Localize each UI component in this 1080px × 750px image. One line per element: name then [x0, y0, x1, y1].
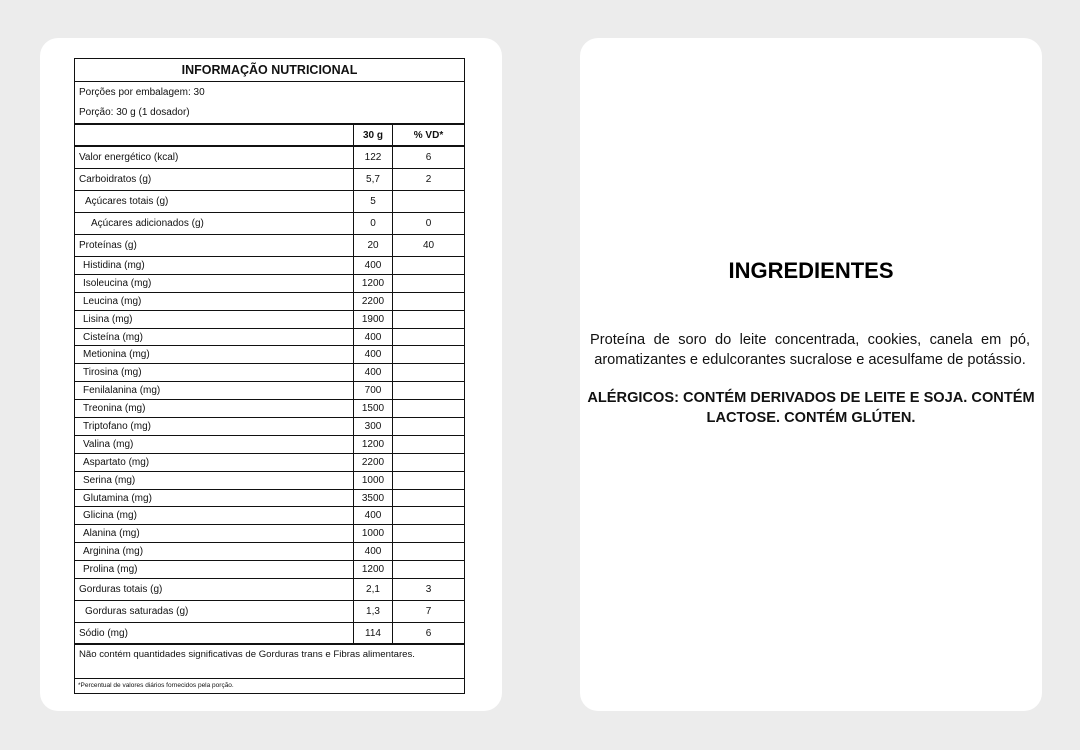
table-row [75, 507, 464, 525]
nutrient-name: Serina (mg) [83, 474, 136, 486]
nutrient-dv: 6 [392, 147, 464, 168]
nutrient-amount: 1200 [353, 436, 392, 453]
nutrient-amount: 3500 [353, 490, 392, 507]
table-row [75, 454, 464, 472]
nutrient-amount: 5,7 [353, 169, 392, 190]
nutrient-name: Gorduras saturadas (g) [85, 606, 189, 618]
nutrient-dv [392, 418, 464, 435]
nutrition-table [74, 58, 465, 694]
nutrient-dv [392, 454, 464, 471]
nutrient-amount: 400 [353, 329, 392, 346]
nutrient-name: Carboidratos (g) [79, 174, 152, 185]
nutrient-name: Gorduras totais (g) [79, 584, 163, 596]
table-row [75, 169, 464, 191]
nutrient-amount: 2,1 [353, 579, 392, 600]
nutrition-footnote: *Percentual de valores diários fornecidos pela porção. [78, 682, 234, 690]
table-row [75, 257, 464, 275]
nutrient-name: Glutamina (mg) [83, 492, 152, 504]
nutrient-amount: 122 [353, 147, 392, 168]
table-row [75, 400, 464, 418]
table-row [75, 561, 464, 579]
column-dv-header: % VD* [392, 125, 464, 145]
nutrient-amount: 2200 [353, 454, 392, 471]
table-row [75, 543, 464, 561]
table-header-row [75, 125, 464, 147]
nutrient-name: Tirosina (mg) [83, 367, 142, 379]
nutrient-dv [392, 311, 464, 328]
table-row [75, 235, 464, 257]
table-row [75, 364, 464, 382]
nutrient-name: Valor energético (kcal) [79, 152, 179, 163]
nutrient-amount: 400 [353, 257, 392, 274]
nutrient-dv: 0 [392, 213, 464, 234]
table-row [75, 311, 464, 329]
nutrition-rows [75, 147, 464, 645]
nutrient-dv [392, 293, 464, 310]
nutrient-name: Aspartato (mg) [83, 456, 150, 468]
nutrient-name: Histidina (mg) [83, 259, 145, 271]
nutrient-dv: 7 [392, 601, 464, 622]
nutrient-dv [392, 364, 464, 381]
nutrient-amount: 1500 [353, 400, 392, 417]
table-row [75, 293, 464, 311]
nutrient-dv [392, 436, 464, 453]
nutrient-name: Arginina (mg) [83, 546, 144, 558]
nutrient-amount: 1900 [353, 311, 392, 328]
ingredients-title: INGREDIENTES [728, 258, 894, 283]
nutrition-title: INFORMAÇÃO NUTRICIONAL [75, 59, 464, 82]
nutrient-dv: 6 [392, 623, 464, 643]
nutrient-amount: 1200 [353, 561, 392, 578]
nutrient-amount: 5 [353, 191, 392, 212]
servings-per-package: Porções por embalagem: 30 [79, 87, 205, 98]
nutrient-amount: 300 [353, 418, 392, 435]
nutrient-dv: 3 [392, 579, 464, 600]
nutrient-dv [392, 329, 464, 346]
table-row [75, 601, 464, 623]
table-row [75, 329, 464, 347]
nutrient-amount: 2200 [353, 293, 392, 310]
nutrient-dv [392, 346, 464, 363]
nutrient-dv [392, 525, 464, 542]
nutrient-amount: 400 [353, 346, 392, 363]
serving-size: Porção: 30 g (1 dosador) [79, 107, 190, 118]
table-row [75, 472, 464, 490]
nutrient-name: Fenilalanina (mg) [83, 385, 161, 397]
nutrient-dv [392, 257, 464, 274]
nutrient-name: Metionina (mg) [83, 349, 150, 361]
table-row [75, 346, 464, 364]
nutrient-name: Cisteína (mg) [83, 331, 144, 343]
nutrient-name: Proteínas (g) [79, 240, 137, 251]
nutrient-dv [392, 400, 464, 417]
table-row [75, 213, 464, 235]
nutrient-dv [392, 275, 464, 292]
nutrient-dv: 40 [392, 235, 464, 256]
nutrient-amount: 400 [353, 364, 392, 381]
allergen-warning: ALÉRGICOS: CONTÉM DERIVADOS DE LEITE E SOJA. CONTÉM LACTOSE. CONTÉM GLÚTEN. [587, 390, 1035, 426]
serving-info [75, 82, 464, 125]
nutrient-amount: 1000 [353, 525, 392, 542]
nutrient-dv: 2 [392, 169, 464, 190]
nutrient-dv [392, 472, 464, 489]
nutrient-name: Isoleucina (mg) [83, 277, 152, 289]
nutrient-name: Açúcares totais (g) [85, 196, 169, 207]
nutrient-dv [392, 507, 464, 524]
nutrient-amount: 20 [353, 235, 392, 256]
table-row [75, 490, 464, 508]
nutrient-name: Alanina (mg) [83, 528, 140, 540]
column-amount-header: 30 g [353, 125, 392, 145]
nutrient-amount: 114 [353, 623, 392, 643]
table-row [75, 382, 464, 400]
nutrient-amount: 1000 [353, 472, 392, 489]
nutrient-name: Prolina (mg) [83, 564, 138, 576]
nutrient-name: Treonina (mg) [83, 403, 146, 415]
nutrient-name: Triptofano (mg) [83, 420, 151, 432]
table-row [75, 623, 464, 645]
nutrient-dv [392, 561, 464, 578]
nutrient-amount: 700 [353, 382, 392, 399]
nutrient-name: Valina (mg) [83, 438, 134, 450]
nutrient-amount: 400 [353, 507, 392, 524]
table-row [75, 418, 464, 436]
nutrient-dv [392, 382, 464, 399]
nutrient-amount: 1,3 [353, 601, 392, 622]
ingredients-text: Proteína de soro do leite concentrada, cookies, canela em pó, aromatizantes e edulcorantes sucralose e acesulfame de potássio. [590, 332, 1030, 368]
table-row [75, 191, 464, 213]
table-row [75, 275, 464, 293]
nutrient-name: Glicina (mg) [83, 510, 137, 522]
nutrition-card [40, 38, 502, 711]
ingredients-card [580, 38, 1042, 711]
nutrient-dv [392, 191, 464, 212]
nutrition-note: Não contém quantidades significativas de Gorduras trans e Fibras alimentares. [75, 645, 464, 679]
nutrient-amount: 0 [353, 213, 392, 234]
nutrient-amount: 1200 [353, 275, 392, 292]
nutrient-amount: 400 [353, 543, 392, 560]
nutrient-dv [392, 543, 464, 560]
table-row [75, 579, 464, 601]
nutrient-name: Açúcares adicionados (g) [91, 218, 204, 229]
table-row [75, 147, 464, 169]
table-row [75, 436, 464, 454]
nutrient-name: Sódio (mg) [79, 627, 128, 639]
table-row [75, 525, 464, 543]
nutrient-name: Lisina (mg) [83, 313, 133, 325]
nutrient-name: Leucina (mg) [83, 295, 142, 307]
nutrient-dv [392, 490, 464, 507]
